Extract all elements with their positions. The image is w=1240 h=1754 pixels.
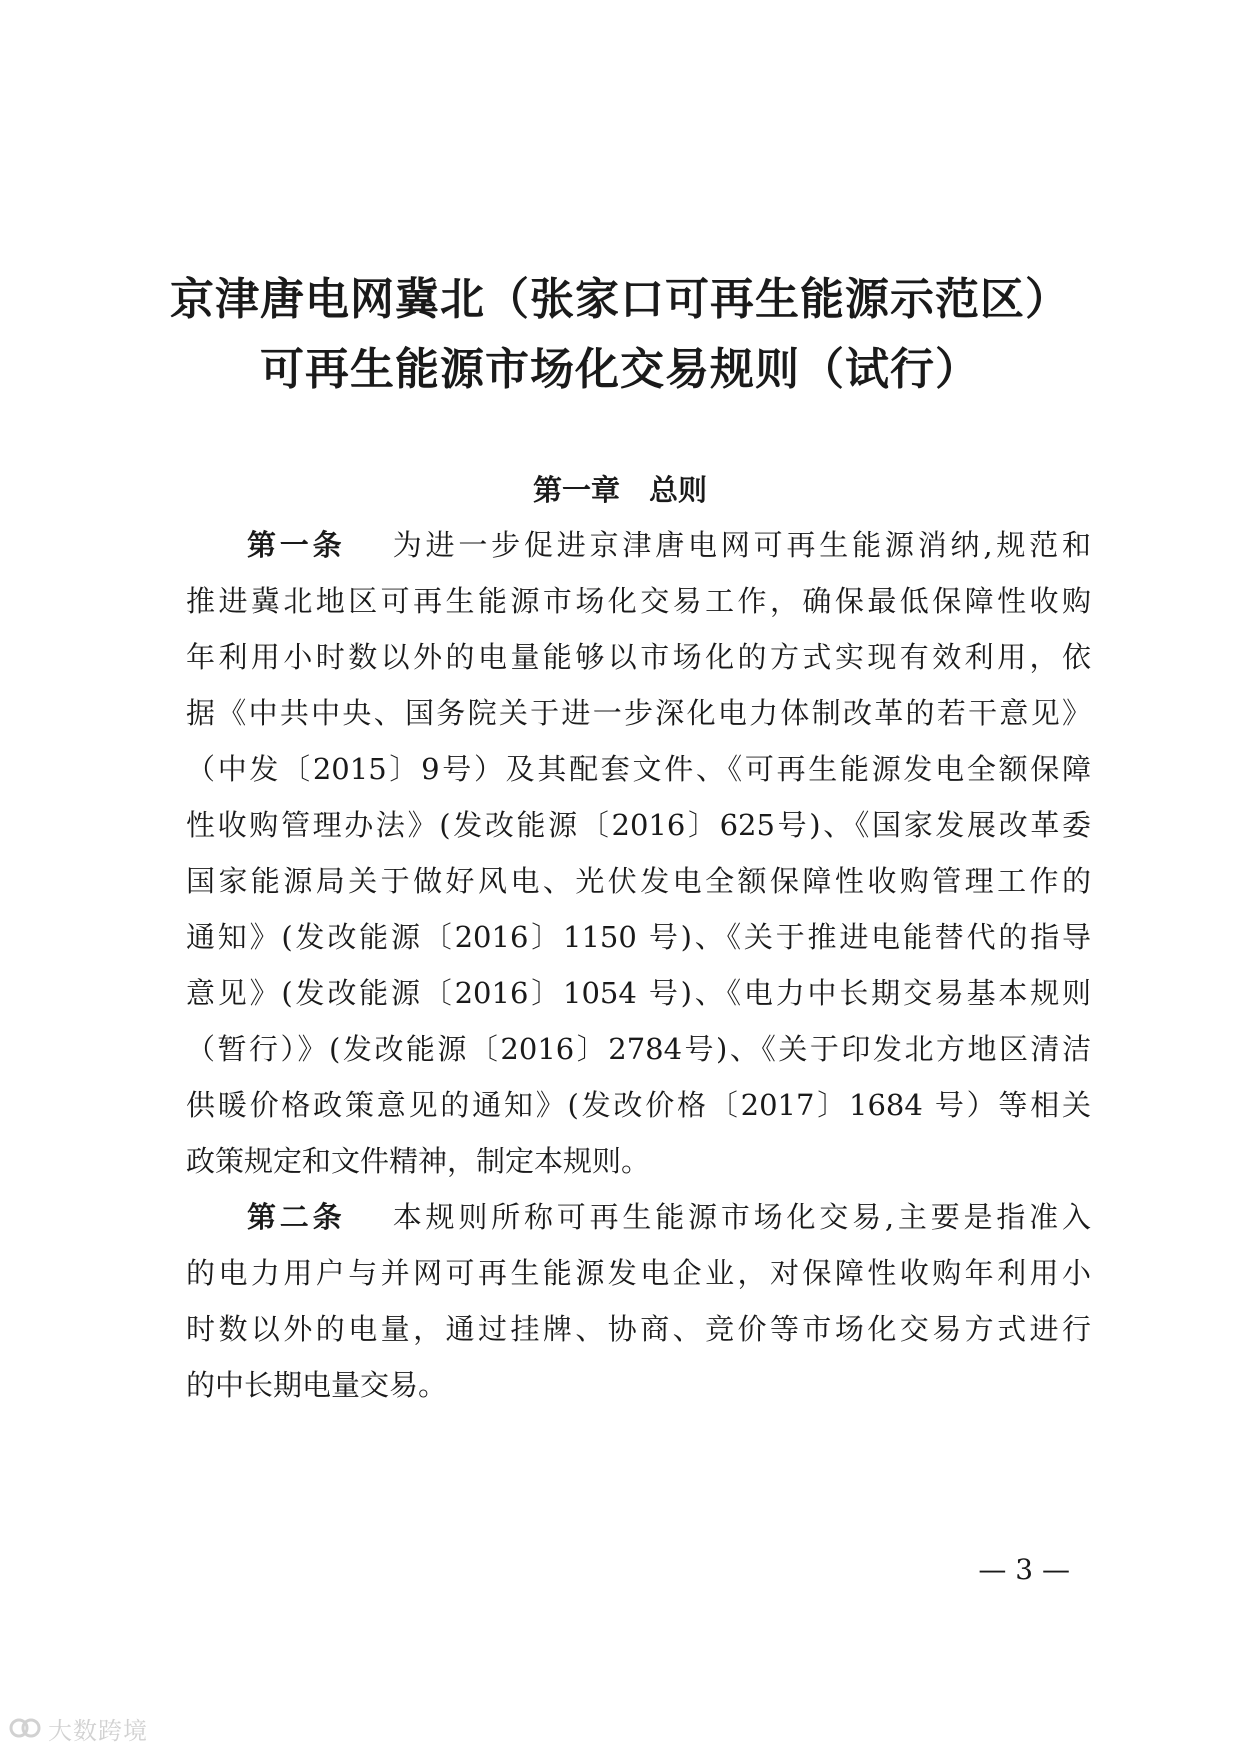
article-2-line: 时数以外的电量，通过挂牌、协商、竞价等市场化交易方式进行 [186,1312,1091,1346]
article-1-line: 意见》(发改能源〔2016〕1054 号)、《电力中长期交易基本规则 [186,976,1091,1010]
watermark-text: 大数跨境 [48,1716,148,1745]
article-2-line [247,1197,1091,1237]
document-title-line-2: 可再生能源市场化交易规则（试行） [260,344,980,395]
article-1-line [247,525,1091,565]
article-1-line: （暂行）》(发改能源〔2016〕2784号)、《关于印发北方地区清洁 [186,1032,1091,1066]
page-number: — 3 — [978,1553,1070,1586]
article-2-label: 第二条 [247,1200,346,1234]
document-title-line-1: 京津唐电网冀北（张家口可再生能源示范区） [170,274,1070,325]
article-1-text: 为进一步促进京津唐电网可再生能源消纳,规范和 [388,528,1091,562]
chapter-heading: 第一章 总则 [532,473,707,507]
article-1-line: 性收购管理办法》(发改能源〔2016〕625号)、《国家发展改革委 [186,808,1091,842]
article-2-line: 的中长期电量交易。 [186,1368,448,1402]
article-1-line: 年利用小时数以外的电量能够以市场化的方式实现有效利用，依 [186,640,1091,674]
article-2-line: 的电力用户与并网可再生能源发电企业，对保障性收购年利用小 [186,1256,1091,1290]
article-1-line: 推进冀北地区可再生能源市场化交易工作，确保最低保障性收购 [186,584,1091,618]
article-1-line: 国家能源局关于做好风电、光伏发电全额保障性收购管理工作的 [186,864,1091,898]
article-1-line: 通知》(发改能源〔2016〕1150 号)、《关于推进电能替代的指导 [186,920,1091,954]
article-1-line: （中发〔2015〕9号）及其配套文件、《可再生能源发电全额保障 [186,752,1091,786]
article-2-text: 本规则所称可再生能源市场化交易,主要是指准入 [388,1200,1091,1234]
article-1-line: 供暖价格政策意见的通知》(发改价格〔2017〕1684 号）等相关 [186,1088,1091,1122]
watermark [8,1710,148,1746]
brand-logo-icon [8,1713,42,1743]
article-1-label: 第一条 [247,528,346,562]
article-1-line: 据《中共中央、国务院关于进一步深化电力体制改革的若干意见》 [186,696,1091,730]
article-1-line: 政策规定和文件精神，制定本规则。 [186,1144,651,1178]
